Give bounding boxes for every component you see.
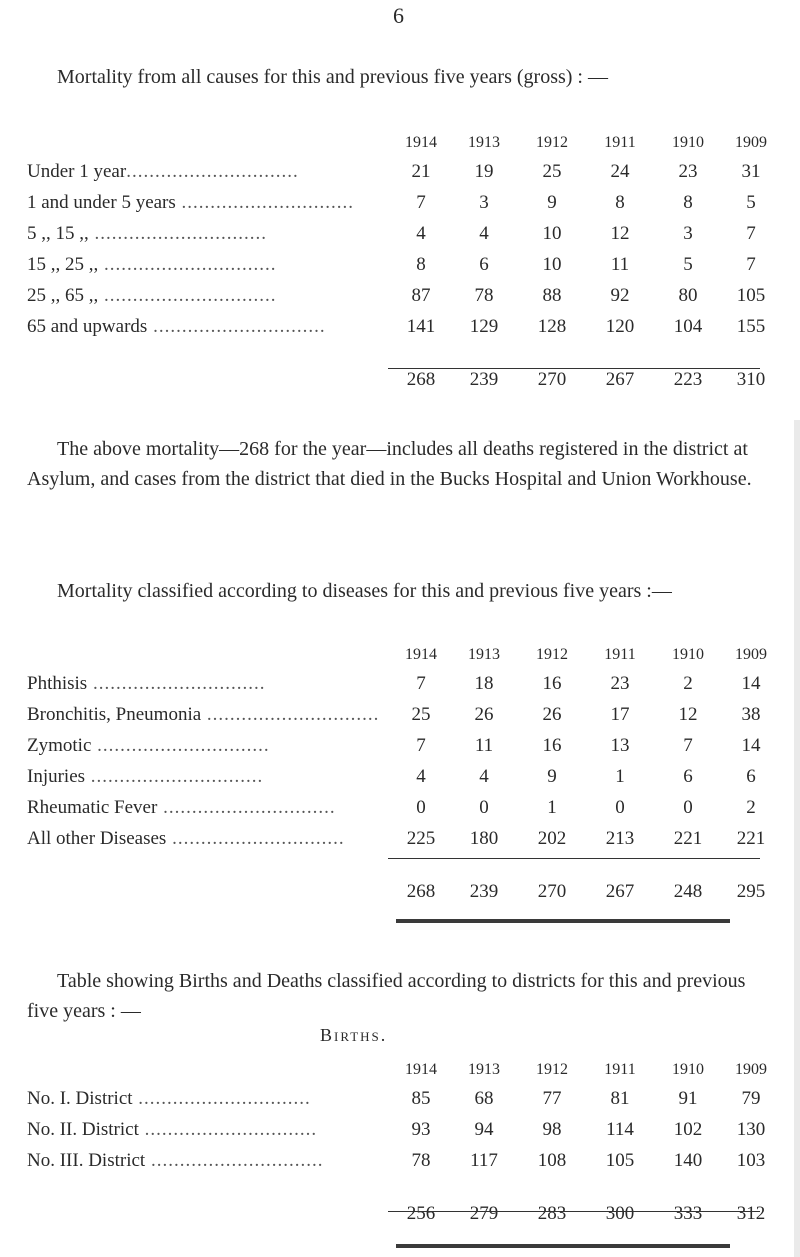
cell-value: 8 <box>683 191 693 213</box>
cell-value: 129 <box>469 315 499 337</box>
cell-value: 11 <box>610 253 630 275</box>
cell-value: 24 <box>610 160 630 182</box>
cell-value: 0 <box>683 796 693 818</box>
cell-value: 202 <box>537 827 567 849</box>
year-header: 1914 <box>405 646 437 663</box>
section-rule <box>396 1244 730 1248</box>
cell-value: 5 <box>746 191 756 213</box>
cell-value: 81 <box>610 1087 630 1109</box>
cell-value: 114 <box>606 1118 634 1140</box>
cell-value: 6 <box>746 765 756 787</box>
cell-value: 102 <box>673 1118 703 1140</box>
row-label: 5 ,, 15 ,, .............................. <box>27 222 267 244</box>
cell-value: 13 <box>610 734 630 756</box>
row-label: No. III. District .............................. <box>27 1149 324 1171</box>
section2-intro: Mortality classified according to diseases for this and previous five years :— <box>57 580 672 602</box>
table-row <box>27 699 780 730</box>
cell-value: 23 <box>610 672 630 694</box>
cell-value: 4 <box>479 765 489 787</box>
cell-value: 16 <box>542 734 562 756</box>
cell-value: 23 <box>678 160 698 182</box>
cell-value: 3 <box>479 191 489 213</box>
cell-value: 6 <box>479 253 489 275</box>
table-row <box>27 730 780 761</box>
cell-value: 77 <box>542 1087 562 1109</box>
total-value: 333 <box>673 1202 703 1224</box>
cell-value: 25 <box>542 160 562 182</box>
total-rule <box>388 1211 760 1212</box>
total-value: 279 <box>469 1202 499 1224</box>
cell-value: 180 <box>469 827 499 849</box>
cell-value: 78 <box>411 1149 431 1171</box>
cell-value: 7 <box>746 222 756 244</box>
section3-intro: Table showing Births and Deaths classified according to districts for this and previous five years : — <box>27 970 746 1022</box>
cell-value: 10 <box>542 222 562 244</box>
cell-value: 2 <box>746 796 756 818</box>
cell-value: 5 <box>683 253 693 275</box>
cell-value: 80 <box>678 284 698 306</box>
total-value: 248 <box>673 880 703 902</box>
cell-value: 0 <box>615 796 625 818</box>
year-header: 1909 <box>735 134 767 151</box>
row-label: Zymotic .............................. <box>27 734 270 756</box>
cell-value: 221 <box>736 827 766 849</box>
total-value: 239 <box>469 880 499 902</box>
total-value: 268 <box>406 368 436 390</box>
table-row <box>27 761 780 792</box>
table-row <box>27 187 780 218</box>
cell-value: 18 <box>474 672 494 694</box>
cell-value: 213 <box>605 827 635 849</box>
cell-value: 9 <box>547 191 557 213</box>
cell-value: 141 <box>406 315 436 337</box>
cell-value: 79 <box>741 1087 761 1109</box>
cell-value: 105 <box>605 1149 635 1171</box>
year-header: 1913 <box>468 646 500 663</box>
cell-value: 93 <box>411 1118 431 1140</box>
totals-row <box>27 1198 780 1229</box>
row-label: 1 and under 5 years .............................. <box>27 191 355 213</box>
cell-value: 128 <box>537 315 567 337</box>
cell-value: 9 <box>547 765 557 787</box>
cell-value: 88 <box>542 284 562 306</box>
cell-value: 68 <box>474 1087 494 1109</box>
table-row <box>27 280 780 311</box>
totals-row <box>27 876 780 907</box>
cell-value: 0 <box>479 796 489 818</box>
cell-value: 12 <box>610 222 630 244</box>
table-row <box>27 1083 780 1114</box>
cell-value: 25 <box>411 703 431 725</box>
cell-value: 94 <box>474 1118 494 1140</box>
cell-value: 19 <box>474 160 494 182</box>
cell-value: 26 <box>474 703 494 725</box>
cell-value: 7 <box>746 253 756 275</box>
section-rule <box>396 919 730 923</box>
cell-value: 221 <box>673 827 703 849</box>
row-label: Injuries .............................. <box>27 765 264 787</box>
cell-value: 105 <box>736 284 766 306</box>
total-value: 295 <box>736 880 766 902</box>
year-header: 1909 <box>735 1061 767 1078</box>
row-label: Rheumatic Fever .............................. <box>27 796 336 818</box>
cell-value: 1 <box>547 796 557 818</box>
total-value: 267 <box>605 368 635 390</box>
cell-value: 7 <box>416 191 426 213</box>
year-header: 1911 <box>604 646 636 663</box>
total-rule <box>388 858 760 859</box>
row-label: Under 1 year.............................. <box>27 160 299 182</box>
cell-value: 14 <box>741 734 761 756</box>
row-label: No. I. District .............................. <box>27 1087 311 1109</box>
total-value: 310 <box>736 368 766 390</box>
total-value: 268 <box>406 880 436 902</box>
header-row <box>27 642 780 668</box>
year-header: 1910 <box>672 646 704 663</box>
header-row <box>27 130 780 156</box>
row-label: No. II. District .............................. <box>27 1118 318 1140</box>
cell-value: 120 <box>605 315 635 337</box>
year-header: 1910 <box>672 134 704 151</box>
table-row <box>27 249 780 280</box>
table-row <box>27 1114 780 1145</box>
mortality-age-table <box>27 130 780 395</box>
year-header: 1912 <box>536 646 568 663</box>
cell-value: 12 <box>678 703 698 725</box>
total-value: 300 <box>605 1202 635 1224</box>
year-header: 1912 <box>536 1061 568 1078</box>
table-row <box>27 311 780 342</box>
cell-value: 31 <box>741 160 761 182</box>
year-header: 1914 <box>405 134 437 151</box>
table-row <box>27 1145 780 1176</box>
year-header: 1911 <box>604 134 636 151</box>
header-row <box>27 1057 780 1083</box>
cell-value: 104 <box>673 315 703 337</box>
cell-value: 98 <box>542 1118 562 1140</box>
year-header: 1912 <box>536 134 568 151</box>
cell-value: 85 <box>411 1087 431 1109</box>
row-label: All other Diseases .............................. <box>27 827 345 849</box>
cell-value: 4 <box>416 765 426 787</box>
year-header: 1913 <box>468 1061 500 1078</box>
total-value: 270 <box>537 880 567 902</box>
cell-value: 103 <box>736 1149 766 1171</box>
total-value: 223 <box>673 368 703 390</box>
cell-value: 21 <box>411 160 431 182</box>
cell-value: 87 <box>411 284 431 306</box>
cell-value: 17 <box>610 703 630 725</box>
cell-value: 7 <box>416 672 426 694</box>
cell-value: 140 <box>673 1149 703 1171</box>
year-header: 1911 <box>604 1061 636 1078</box>
year-header: 1914 <box>405 1061 437 1078</box>
cell-value: 8 <box>615 191 625 213</box>
cell-value: 6 <box>683 765 693 787</box>
year-header: 1910 <box>672 1061 704 1078</box>
total-value: 267 <box>605 880 635 902</box>
total-value: 256 <box>406 1202 436 1224</box>
scan-edge-shadow <box>794 420 800 1257</box>
row-label: 65 and upwards .............................. <box>27 315 326 337</box>
year-header: 1913 <box>468 134 500 151</box>
total-rule <box>388 368 760 369</box>
cell-value: 155 <box>736 315 766 337</box>
total-value: 270 <box>537 368 567 390</box>
table-row <box>27 792 780 823</box>
cell-value: 3 <box>683 222 693 244</box>
page-number: 6 <box>393 3 404 28</box>
cell-value: 91 <box>678 1087 698 1109</box>
cell-value: 7 <box>683 734 693 756</box>
cell-value: 11 <box>474 734 494 756</box>
cell-value: 108 <box>537 1149 567 1171</box>
cell-value: 8 <box>416 253 426 275</box>
total-value: 283 <box>537 1202 567 1224</box>
cell-value: 225 <box>406 827 436 849</box>
row-label: 25 ,, 65 ,, .............................. <box>27 284 277 306</box>
table-row <box>27 668 780 699</box>
cell-value: 14 <box>741 672 761 694</box>
section1-intro: Mortality from all causes for this and previous five years (gross) : — <box>57 66 608 88</box>
table-row <box>27 218 780 249</box>
mortality-disease-table <box>27 642 780 907</box>
cell-value: 130 <box>736 1118 766 1140</box>
total-value: 312 <box>736 1202 766 1224</box>
cell-value: 4 <box>416 222 426 244</box>
cell-value: 7 <box>416 734 426 756</box>
cell-value: 117 <box>470 1149 498 1171</box>
cell-value: 78 <box>474 284 494 306</box>
cell-value: 92 <box>610 284 630 306</box>
row-label: 15 ,, 25 ,, .............................. <box>27 253 277 275</box>
row-label: Phthisis .............................. <box>27 672 266 694</box>
section1-note: The above mortality—268 for the year—includes all deaths registered in the district at Asylum, and cases from the district that died in the Bucks Hospital and Union Workhouse. <box>27 438 752 490</box>
births-subheading: Births. <box>320 1025 388 1045</box>
table-row <box>27 823 780 854</box>
births-district-table <box>27 1057 780 1229</box>
cell-value: 1 <box>615 765 625 787</box>
row-label: Bronchitis, Pneumonia .............................. <box>27 703 380 725</box>
cell-value: 0 <box>416 796 426 818</box>
cell-value: 2 <box>683 672 693 694</box>
cell-value: 4 <box>479 222 489 244</box>
total-value: 239 <box>469 368 499 390</box>
table-row <box>27 156 780 187</box>
cell-value: 10 <box>542 253 562 275</box>
cell-value: 26 <box>542 703 562 725</box>
cell-value: 16 <box>542 672 562 694</box>
year-header: 1909 <box>735 646 767 663</box>
cell-value: 38 <box>741 703 761 725</box>
